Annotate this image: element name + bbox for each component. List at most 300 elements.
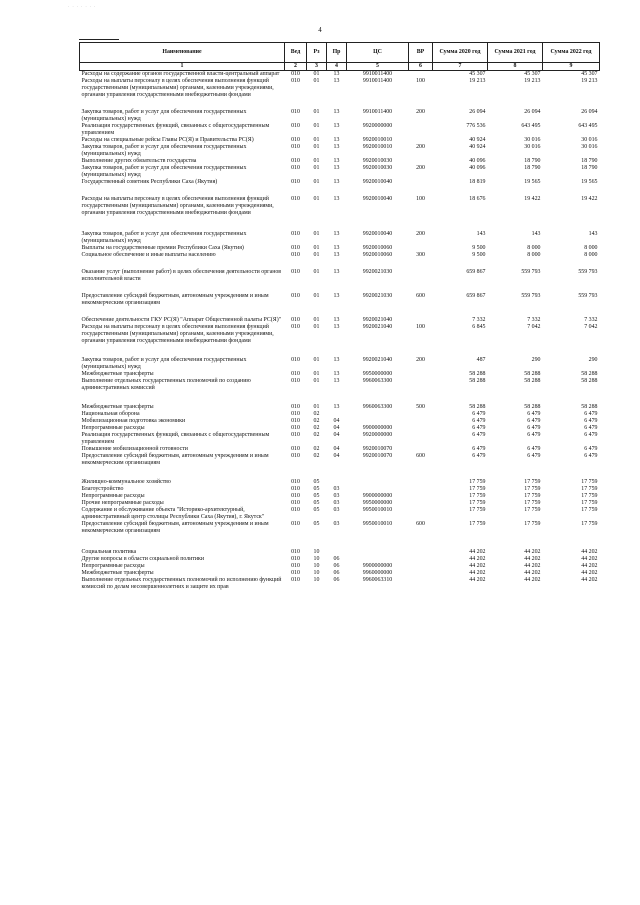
cell-s2: 18 790 xyxy=(524,158,541,164)
cell-s1: 40 924 xyxy=(469,144,486,150)
cell-s3: 643 495 xyxy=(578,123,598,129)
cell-s1: 44 202 xyxy=(469,570,486,576)
budget-table xyxy=(79,42,600,591)
table-row xyxy=(80,411,600,418)
table-row xyxy=(80,521,600,535)
cell-s1: 17 759 xyxy=(469,493,486,499)
cell-rz: 01 xyxy=(313,196,320,202)
table-row xyxy=(80,252,600,259)
cell-name: Закупка товаров, работ и услуг для обеспечения государственных (муниципальных) нужд xyxy=(81,109,247,122)
cell-vr: 200 xyxy=(416,357,425,363)
cell-pr: 03 xyxy=(333,521,340,527)
cell-pr: 13 xyxy=(333,269,340,275)
cell-pr: 04 xyxy=(333,446,340,452)
table-row xyxy=(80,78,600,99)
cell-s3: 18 790 xyxy=(581,158,598,164)
cell-vr xyxy=(409,467,433,486)
cell-rz: 02 xyxy=(313,418,320,424)
cell-ved: 010 xyxy=(291,479,300,485)
cell-s1: 17 759 xyxy=(469,479,486,485)
cell-rz: 01 xyxy=(313,158,320,164)
cell-rz: 05 xyxy=(313,479,320,485)
cell-name: Закупка товаров, работ и услуг для обеспечения государственных (муниципальных) нужд xyxy=(81,144,247,157)
cell-s2: 6 479 xyxy=(527,425,541,431)
cell-vr xyxy=(409,535,433,556)
cell-s1: 17 759 xyxy=(469,521,486,527)
cell-s3: 58 288 xyxy=(581,378,598,384)
cell-cs xyxy=(347,467,409,486)
cell-name: Расходы на выплаты персоналу в целях обеспечения выполнения функций государственными (муниципальными) органами, казенными учреждениями, органами управления государственными внебюджетными фондами xyxy=(81,196,274,216)
cell-s3: 6 479 xyxy=(584,418,598,424)
cell-s3: 58 288 xyxy=(581,404,598,410)
cell-name: Выполнение других обязательств государства xyxy=(81,158,197,164)
cell-vr: 600 xyxy=(416,521,425,527)
cell-cs: 9960063300 xyxy=(362,404,393,410)
cell-pr: 13 xyxy=(333,293,340,299)
cell-vr: 600 xyxy=(416,453,425,459)
cell-vr xyxy=(409,123,433,137)
cell-name: Мобилизационная подготовка экономики xyxy=(81,418,186,424)
cell-s1: 44 202 xyxy=(469,556,486,562)
cell-cs: 9920021030 xyxy=(362,269,393,275)
cell-rz: 01 xyxy=(313,324,320,330)
column-number: 8 xyxy=(488,63,543,71)
cell-cs: 9950000000 xyxy=(362,371,393,377)
cell-rz: 02 xyxy=(313,432,320,438)
cell-s1: 40 924 xyxy=(469,137,486,143)
page-number: 4 xyxy=(318,26,322,34)
cell-s2: 559 793 xyxy=(521,293,541,299)
cell-pr: 04 xyxy=(333,432,340,438)
cell-name: Расходы на содержание органов государственной власти-центральный аппарат xyxy=(81,71,280,77)
cell-name: Межбюджетные трансферты xyxy=(81,570,154,576)
cell-vr: 100 xyxy=(416,196,425,202)
cell-pr xyxy=(327,467,347,486)
cell-s3: 30 016 xyxy=(581,144,598,150)
cell-s1: 6 479 xyxy=(472,425,486,431)
cell-vr: 200 xyxy=(416,165,425,171)
cell-rz: 05 xyxy=(313,521,320,527)
cell-cs: 9920021030 xyxy=(362,293,393,299)
cell-s2: 58 288 xyxy=(524,404,541,410)
cell-s2: 6 479 xyxy=(527,432,541,438)
table-row xyxy=(80,283,600,307)
cell-s3: 6 479 xyxy=(584,446,598,452)
cell-name: Межбюджетные трансферты xyxy=(81,371,154,377)
cell-s3: 17 759 xyxy=(581,507,598,513)
cell-vr xyxy=(409,137,433,144)
cell-s2: 19 565 xyxy=(524,179,541,185)
cell-cs: 9920010060 xyxy=(362,252,393,258)
cell-vr xyxy=(409,418,433,425)
cell-cs: 9900000000 xyxy=(362,493,393,499)
cell-pr: 03 xyxy=(333,507,340,513)
cell-pr: 03 xyxy=(333,486,340,492)
cell-ved: 010 xyxy=(291,556,300,562)
cell-s2: 290 xyxy=(531,357,541,363)
cell-name: Реализация государственных функций, связанных с общегосударственным управлением xyxy=(81,432,270,445)
table-row xyxy=(80,577,600,591)
cell-s3: 44 202 xyxy=(581,549,598,555)
cell-s2: 45 307 xyxy=(524,71,541,77)
cell-s1: 487 xyxy=(476,357,486,363)
cell-rz: 01 xyxy=(313,231,320,237)
table-row xyxy=(80,392,600,411)
cell-vr xyxy=(409,371,433,378)
cell-vr: 200 xyxy=(416,109,425,115)
cell-name: Благоустройство xyxy=(81,486,124,492)
cell-ved: 010 xyxy=(291,293,300,299)
table-row xyxy=(80,165,600,179)
cell-cs: 9910011400 xyxy=(362,71,393,77)
cell-cs: 9920010030 xyxy=(362,165,393,171)
cell-rz: 01 xyxy=(313,137,320,143)
cell-ved: 010 xyxy=(291,231,300,237)
cell-cs xyxy=(347,411,409,418)
cell-rz: 01 xyxy=(313,269,320,275)
cell-pr: 06 xyxy=(333,563,340,569)
cell-cs: 9900000000 xyxy=(362,425,393,431)
cell-name: Непрограммные расходы xyxy=(81,493,145,499)
cell-s2: 17 759 xyxy=(524,507,541,513)
cell-ved: 010 xyxy=(291,324,300,330)
cell-ved: 010 xyxy=(291,549,300,555)
table-row xyxy=(80,535,600,556)
cell-s2: 17 759 xyxy=(524,500,541,506)
cell-pr: 13 xyxy=(333,317,340,323)
cell-vr xyxy=(409,577,433,591)
cell-name: Межбюджетные трансферты xyxy=(81,404,154,410)
cell-name: Реализация государственных функций, связанных с общегосударственным управлением xyxy=(81,123,270,136)
cell-s3: 19 213 xyxy=(581,78,598,84)
cell-cs: 9920021040 xyxy=(362,317,393,323)
cell-rz: 01 xyxy=(313,357,320,363)
cell-pr: 13 xyxy=(333,245,340,251)
cell-s1: 17 759 xyxy=(469,486,486,492)
cell-vr xyxy=(409,71,433,79)
cell-ved: 010 xyxy=(291,179,300,185)
cell-cs: 9920010030 xyxy=(362,158,393,164)
cell-rz: 01 xyxy=(313,71,320,77)
cell-ved: 010 xyxy=(291,493,300,499)
column-number: 9 xyxy=(543,63,600,71)
table-row xyxy=(80,418,600,425)
cell-pr: 13 xyxy=(333,137,340,143)
cell-rz: 01 xyxy=(313,252,320,258)
cell-vr: 600 xyxy=(416,293,425,299)
cell-s1: 58 288 xyxy=(469,378,486,384)
table-row xyxy=(80,324,600,345)
cell-pr: 06 xyxy=(333,577,340,583)
cell-ved: 010 xyxy=(291,507,300,513)
cell-rz: 01 xyxy=(313,165,320,171)
cell-ved: 010 xyxy=(291,144,300,150)
cell-rz: 01 xyxy=(313,123,320,129)
cell-s3: 30 016 xyxy=(581,137,598,143)
cell-s2: 30 016 xyxy=(524,137,541,143)
cell-name: Выполнение отдельных государственных полномочий по созданию административных комиссий xyxy=(81,378,251,391)
cell-ved: 010 xyxy=(291,521,300,527)
cell-s3: 559 793 xyxy=(578,269,598,275)
cell-name: Расходы на специальные рейсы Главы РС(Я) и Правительства РС(Я) xyxy=(81,137,254,143)
cell-rz: 01 xyxy=(313,144,320,150)
cell-ved: 010 xyxy=(291,446,300,452)
cell-rz: 10 xyxy=(313,549,320,555)
table-row xyxy=(80,570,600,577)
cell-cs: 9950010010 xyxy=(362,507,393,513)
column-number-row xyxy=(80,63,600,71)
cell-name: Непрограммные расходы xyxy=(81,425,145,431)
cell-pr: 13 xyxy=(333,78,340,84)
divider xyxy=(79,39,119,40)
cell-s1: 6 479 xyxy=(472,418,486,424)
cell-name: Прочие непрограммные расходы xyxy=(81,500,164,506)
cell-vr xyxy=(409,307,433,324)
cell-cs: 9960063310 xyxy=(362,577,393,583)
cell-cs: 9920010040 xyxy=(362,179,393,185)
cell-rz: 01 xyxy=(313,109,320,115)
column-number: 4 xyxy=(327,63,347,71)
table-row xyxy=(80,345,600,371)
cell-s2: 44 202 xyxy=(524,563,541,569)
cell-pr: 13 xyxy=(333,123,340,129)
cell-vr: 300 xyxy=(416,252,425,258)
cell-cs: 9950010010 xyxy=(362,521,393,527)
cell-ved: 010 xyxy=(291,500,300,506)
column-number: 3 xyxy=(307,63,327,71)
cell-pr: 06 xyxy=(333,570,340,576)
column-number: 1 xyxy=(80,63,285,71)
cell-vr xyxy=(409,556,433,563)
cell-ved: 010 xyxy=(291,78,300,84)
cell-s1: 6 479 xyxy=(472,446,486,452)
cell-s3: 18 790 xyxy=(581,165,598,171)
cell-s2: 559 793 xyxy=(521,269,541,275)
cell-cs xyxy=(347,486,409,493)
cell-s3: 19 422 xyxy=(581,196,598,202)
cell-cs: 9920010010 xyxy=(362,144,393,150)
cell-name: Социальная политика xyxy=(81,549,137,555)
cell-pr xyxy=(327,411,347,418)
table-row xyxy=(80,425,600,432)
header-cell: Наименование xyxy=(80,43,285,63)
cell-s1: 7 332 xyxy=(472,317,486,323)
cell-ved: 010 xyxy=(291,269,300,275)
cell-pr: 13 xyxy=(333,324,340,330)
header-cell: Сумма 2021 год xyxy=(488,43,543,63)
cell-s2: 19 422 xyxy=(524,196,541,202)
cell-name: Предоставление субсидий бюджетным, автономным учреждениям и иным некоммерческим организациям xyxy=(81,521,269,534)
cell-cs: 9920010070 xyxy=(362,446,393,452)
cell-s3: 17 759 xyxy=(581,479,598,485)
cell-pr xyxy=(327,535,347,556)
cell-s2: 26 094 xyxy=(524,109,541,115)
cell-pr: 13 xyxy=(333,109,340,115)
cell-s2: 7 042 xyxy=(527,324,541,330)
cell-pr: 04 xyxy=(333,418,340,424)
cell-pr: 13 xyxy=(333,165,340,171)
cell-s3: 17 759 xyxy=(581,521,598,527)
cell-s1: 44 202 xyxy=(469,549,486,555)
cell-rz: 01 xyxy=(313,293,320,299)
cell-vr xyxy=(409,425,433,432)
cell-vr xyxy=(409,493,433,500)
table-row xyxy=(80,217,600,245)
cell-ved: 010 xyxy=(291,357,300,363)
cell-rz: 01 xyxy=(313,404,320,410)
cell-s3: 44 202 xyxy=(581,556,598,562)
cell-cs: 9950000000 xyxy=(362,500,393,506)
column-number: 2 xyxy=(285,63,307,71)
cell-ved: 010 xyxy=(291,245,300,251)
cell-rz: 01 xyxy=(313,245,320,251)
table-row xyxy=(80,144,600,158)
cell-s1: 44 202 xyxy=(469,563,486,569)
cell-pr: 04 xyxy=(333,425,340,431)
cell-vr xyxy=(409,507,433,521)
cell-s2: 643 495 xyxy=(521,123,541,129)
table-row xyxy=(80,493,600,500)
cell-ved: 010 xyxy=(291,252,300,258)
cell-vr xyxy=(409,563,433,570)
cell-s1: 40 096 xyxy=(469,158,486,164)
cell-cs: 9910011400 xyxy=(362,109,393,115)
cell-s1: 17 759 xyxy=(469,507,486,513)
table-row xyxy=(80,186,600,217)
column-number: 7 xyxy=(433,63,488,71)
cell-vr xyxy=(409,411,433,418)
cell-s1: 40 096 xyxy=(469,165,486,171)
table-row xyxy=(80,307,600,324)
cell-vr xyxy=(409,179,433,186)
cell-ved: 010 xyxy=(291,123,300,129)
cell-s1: 659 867 xyxy=(466,293,486,299)
cell-vr xyxy=(409,432,433,446)
cell-name: Социальное обеспечение и иные выплаты населению xyxy=(81,252,216,258)
cell-rz: 05 xyxy=(313,493,320,499)
cell-pr: 13 xyxy=(333,179,340,185)
table-row xyxy=(80,123,600,137)
cell-s3: 17 759 xyxy=(581,493,598,499)
cell-s2: 44 202 xyxy=(524,570,541,576)
cell-pr: 06 xyxy=(333,556,340,562)
cell-rz: 10 xyxy=(313,563,320,569)
cell-rz: 10 xyxy=(313,556,320,562)
cell-ved: 010 xyxy=(291,570,300,576)
cell-s1: 9 500 xyxy=(472,252,486,258)
header-cell: ВР xyxy=(409,43,433,63)
cell-pr: 13 xyxy=(333,144,340,150)
cell-cs: 9920010010 xyxy=(362,137,393,143)
cell-vr: 200 xyxy=(416,231,425,237)
cell-s2: 58 288 xyxy=(524,378,541,384)
cell-rz: 10 xyxy=(313,570,320,576)
cell-s3: 19 565 xyxy=(581,179,598,185)
cell-s3: 45 307 xyxy=(581,71,598,77)
cell-s3: 559 793 xyxy=(578,293,598,299)
cell-vr: 200 xyxy=(416,144,425,150)
cell-s2: 44 202 xyxy=(524,577,541,583)
cell-s1: 58 288 xyxy=(469,371,486,377)
cell-vr xyxy=(409,158,433,165)
cell-name: Предоставление субсидий бюджетным, автономным учреждениям и иным некоммерческим организациям xyxy=(81,293,269,306)
cell-cs: 9920010040 xyxy=(362,196,393,202)
cell-s1: 45 307 xyxy=(469,71,486,77)
cell-name: Непрограммные расходы xyxy=(81,563,145,569)
cell-s3: 17 759 xyxy=(581,486,598,492)
header-cell: Вед xyxy=(285,43,307,63)
cell-name: Выполнение отдельных государственных полномочий по исполнению функций комиссий по делам несовершеннолетних и защите их прав xyxy=(81,577,282,590)
cell-ved: 010 xyxy=(291,418,300,424)
cell-ved: 010 xyxy=(291,432,300,438)
cell-s1: 659 867 xyxy=(466,269,486,275)
cell-rz: 02 xyxy=(313,425,320,431)
table-row xyxy=(80,99,600,123)
cell-s2: 7 332 xyxy=(527,317,541,323)
cell-ved: 010 xyxy=(291,165,300,171)
cell-vr xyxy=(409,259,433,283)
table-row xyxy=(80,467,600,486)
cell-cs: 9960000000 xyxy=(362,570,393,576)
table-row xyxy=(80,371,600,378)
cell-vr xyxy=(409,500,433,507)
cell-name: Жилищно-коммунальное хозяйство xyxy=(81,479,171,485)
cell-cs: 9920010070 xyxy=(362,453,393,459)
cell-s2: 17 759 xyxy=(524,486,541,492)
cell-s2: 6 479 xyxy=(527,411,541,417)
cell-s3: 8 000 xyxy=(584,252,598,258)
cell-cs: 9920010040 xyxy=(362,231,393,237)
cell-ved: 010 xyxy=(291,486,300,492)
cell-name: Расходы на выплаты персоналу в целях обеспечения выполнения функций государственными (муниципальными) органами, казенными учреждениями, органами управления государственными внебюджетными фондами xyxy=(81,78,274,98)
cell-vr: 500 xyxy=(416,404,425,410)
cell-s3: 44 202 xyxy=(581,577,598,583)
cell-ved: 010 xyxy=(291,411,300,417)
corner-mark: · · · · · · · xyxy=(68,4,97,9)
cell-name: Расходы на выплаты персоналу в целях обеспечения выполнения функций государственными (муниципальными) органами, казенными учреждениями, органами управления государственными внебюджетными фондами xyxy=(81,324,274,344)
cell-s3: 26 094 xyxy=(581,109,598,115)
cell-ved: 010 xyxy=(291,109,300,115)
cell-pr: 13 xyxy=(333,371,340,377)
cell-s2: 6 479 xyxy=(527,418,541,424)
cell-pr: 13 xyxy=(333,357,340,363)
cell-s2: 17 759 xyxy=(524,521,541,527)
cell-s1: 58 288 xyxy=(469,404,486,410)
cell-s2: 8 000 xyxy=(527,252,541,258)
cell-rz: 01 xyxy=(313,317,320,323)
cell-pr: 13 xyxy=(333,252,340,258)
header-cell: Сумма 2022 год xyxy=(543,43,600,63)
table-body xyxy=(80,71,600,592)
cell-s1: 6 845 xyxy=(472,324,486,330)
cell-s1: 6 479 xyxy=(472,432,486,438)
cell-rz: 01 xyxy=(313,179,320,185)
cell-s3: 17 759 xyxy=(581,500,598,506)
cell-s3: 6 479 xyxy=(584,411,598,417)
cell-cs xyxy=(347,535,409,556)
cell-s2: 143 xyxy=(531,231,541,237)
cell-s2: 6 479 xyxy=(527,446,541,452)
cell-s1: 6 479 xyxy=(472,411,486,417)
table-row xyxy=(80,71,600,79)
cell-s3: 6 479 xyxy=(584,432,598,438)
header-cell: Сумма 2020 год xyxy=(433,43,488,63)
cell-s2: 19 213 xyxy=(524,78,541,84)
cell-name: Предоставление субсидий бюджетным, автономным учреждениям и иным некоммерческим организациям xyxy=(81,453,269,466)
cell-vr xyxy=(409,378,433,392)
column-number: 6 xyxy=(409,63,433,71)
cell-s2: 8 000 xyxy=(527,245,541,251)
